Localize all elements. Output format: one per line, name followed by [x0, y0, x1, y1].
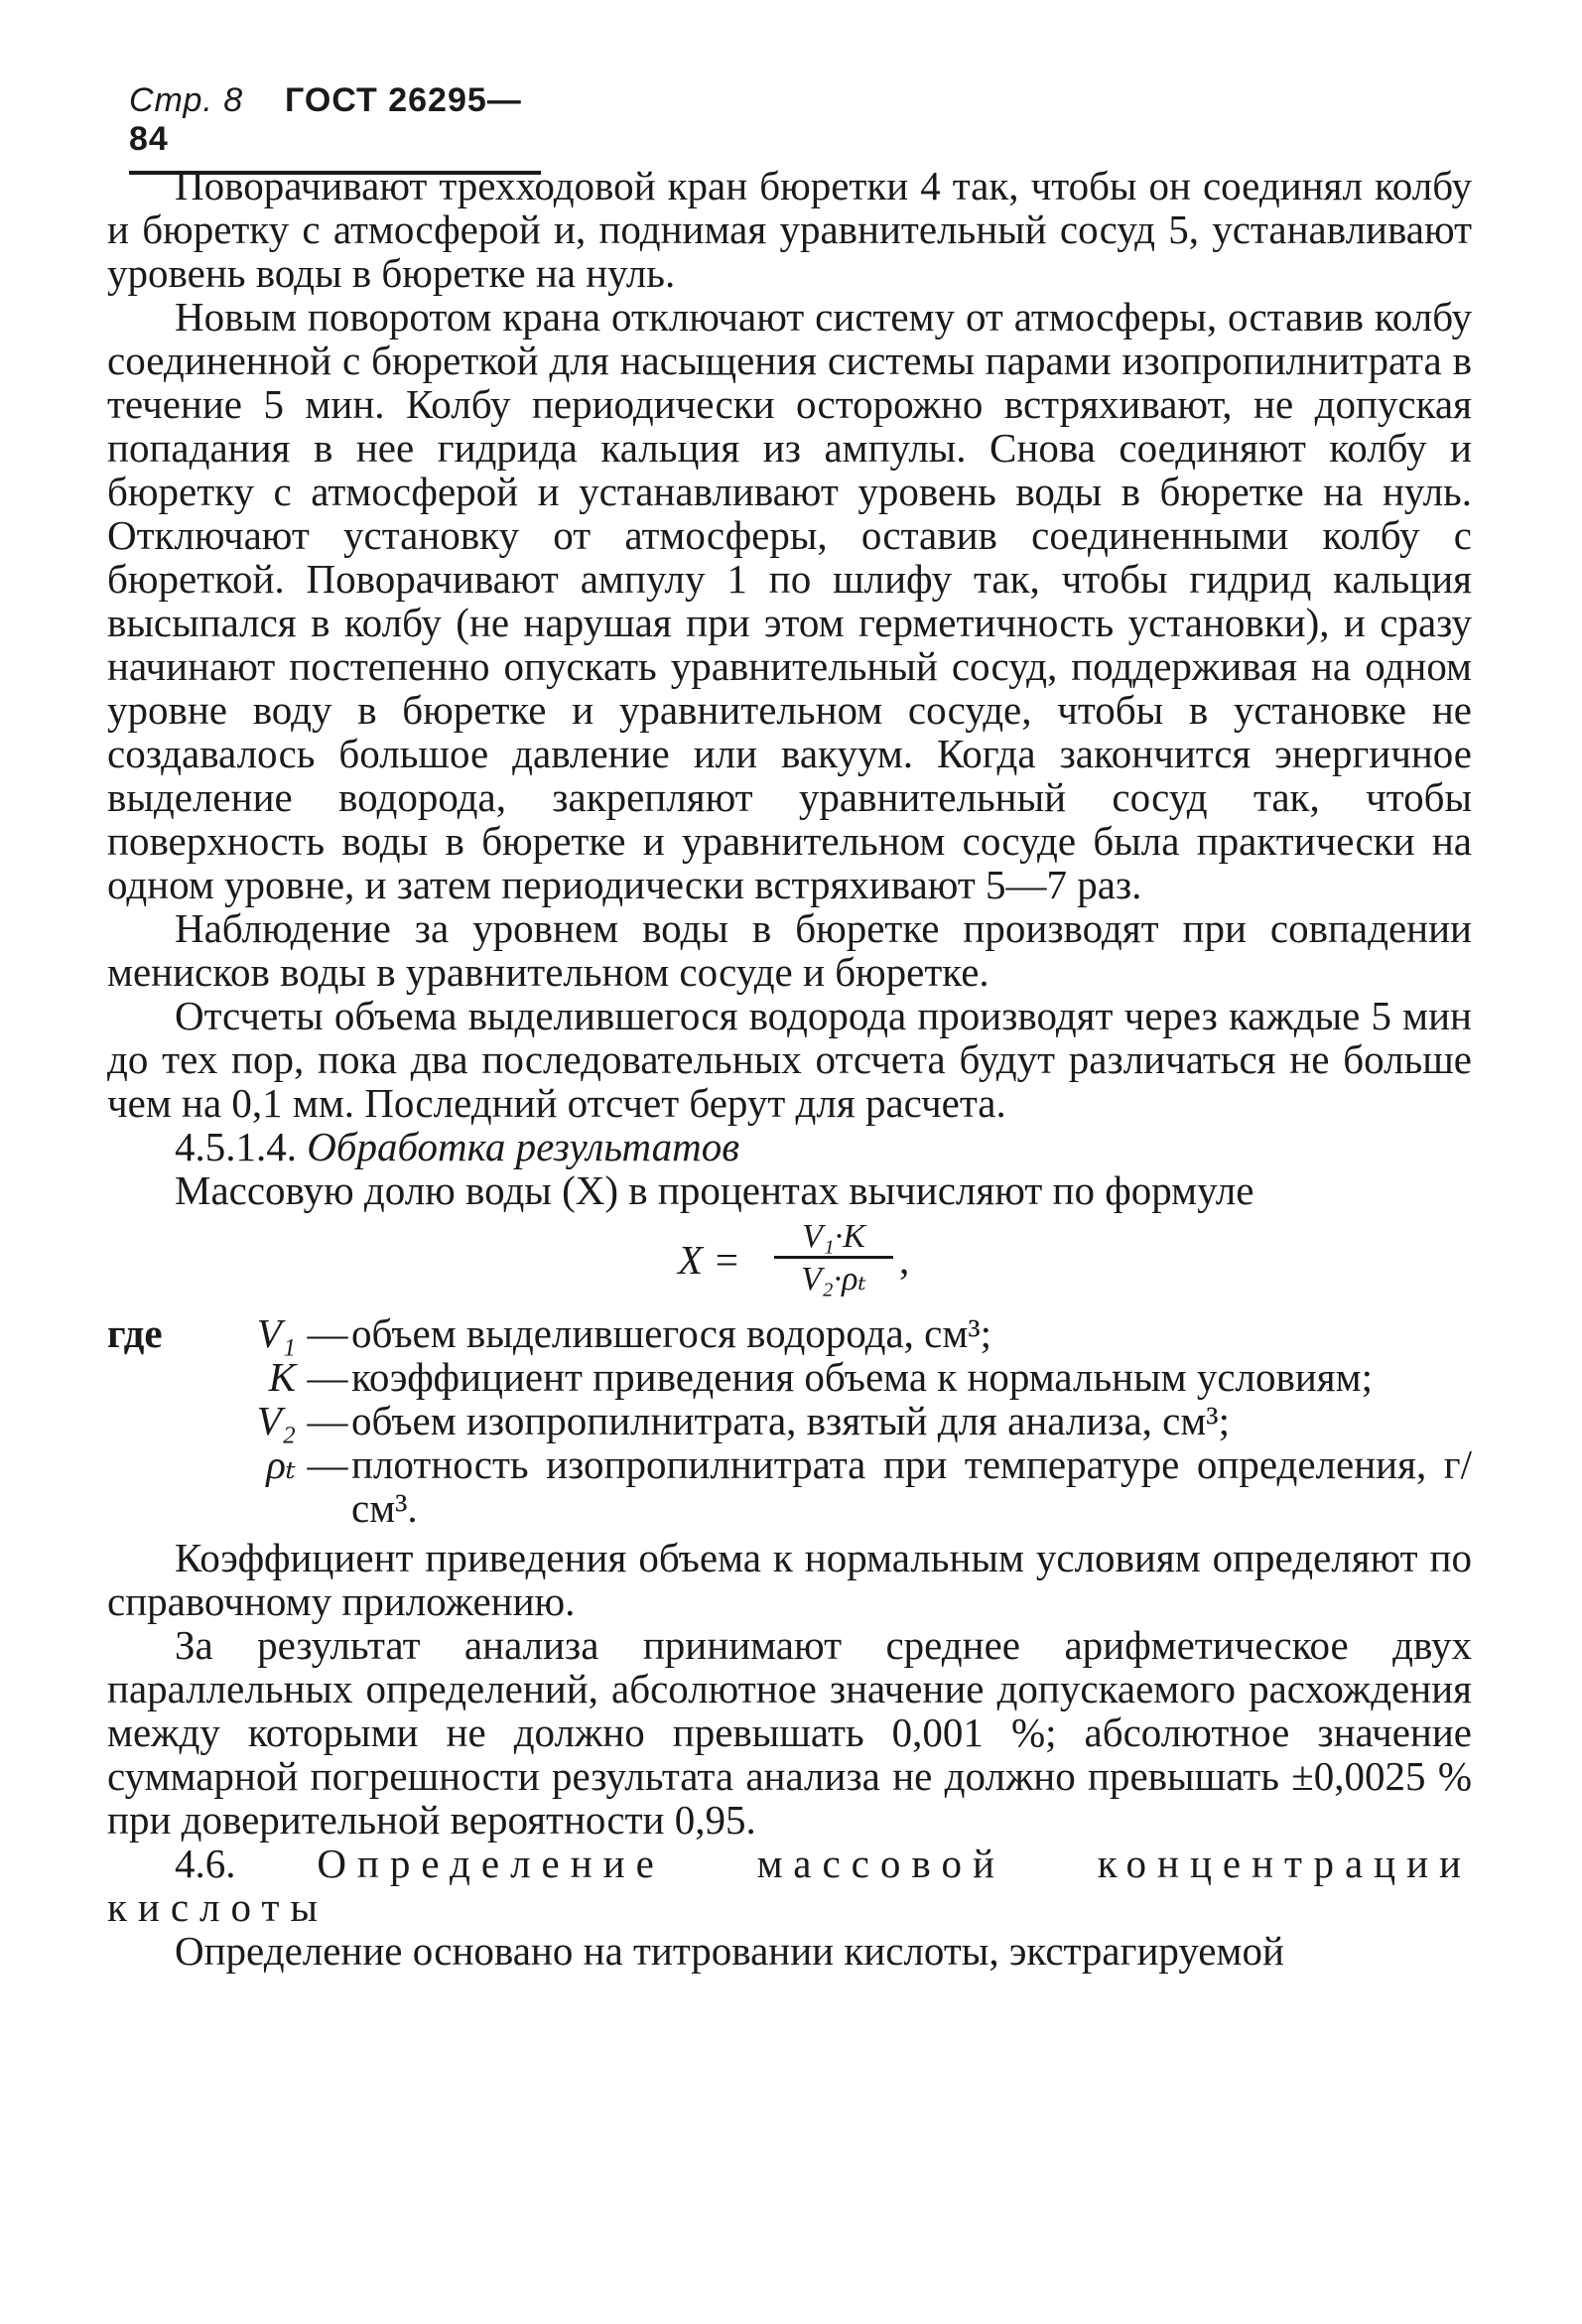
- formula-intro: Массовую долю воды (X) в процентах вычисляют по формуле: [175, 1167, 1254, 1213]
- definition-text: объем изопропилнитрата, взятый для анализа, см³;: [351, 1398, 1230, 1443]
- paragraph: За результат анализа принимают среднее арифметическое двух параллельных определений, абсолютное значение допускаемого расхождения между которыми не должно превышать 0,001 %; абсолютное значение суммарной погрешности результата анализа не должно превышать ±0,0025 % при доверительной вероятности 0,95.: [107, 1622, 1472, 1843]
- formula-lhs: X =: [678, 1237, 740, 1283]
- definition-text: объем выделившегося водорода, см³;: [351, 1310, 992, 1356]
- section-heading: [107, 1842, 1472, 1929]
- page-header: [129, 81, 541, 175]
- paragraph: Поворачивают трехходовой кран бюретки 4 так, чтобы он соединял колбу и бюретку с атмосферой и, поднимая уравнительный сосуд 5, устанавливают уровень воды в бюретке на нуль.: [107, 163, 1472, 296]
- definition-symbol: ρₜ: [266, 1441, 296, 1487]
- paragraph: Определение основано на титровании кислоты, экстрагируемой: [175, 1928, 1284, 1974]
- definition-text: коэффициент приведения объема к нормальным условиям;: [351, 1354, 1373, 1400]
- formula-comma: ,: [899, 1237, 910, 1283]
- section-title: Определение массовой концентрации кислоты: [107, 1841, 1472, 1930]
- definition-item: V₂ — объем изопропилнитрата, взятый для анализа, см³;: [107, 1399, 1472, 1442]
- formula: [107, 1216, 1472, 1307]
- formula-numerator: V₁·K: [774, 1220, 893, 1259]
- formula-fraction: [774, 1220, 893, 1297]
- paragraph: Отсчеты объема выделившегося водорода производят через каждые 5 мин до тех пор, пока два последовательных отсчета будут различаться не больше чем на 0,1 мм. Последний отсчет берут для расчета.: [107, 993, 1472, 1126]
- definition-item: где V₁ — объем выделившегося водорода, см³;: [107, 1311, 1472, 1355]
- page-label: Стр. 8: [129, 81, 244, 119]
- section-number: 4.6.: [175, 1841, 236, 1886]
- paragraph: Наблюдение за уровнем воды в бюретке производят при совпадении менисков воды в уравнительном сосуде и бюретке.: [107, 905, 1472, 995]
- definition-item: ρₜ — плотность изопропилнитрата при температуре определения, г/см³.: [107, 1442, 1472, 1530]
- definition-item: K — коэффициент приведения объема к нормальным условиям;: [107, 1355, 1472, 1399]
- definitions-lead: где: [107, 1310, 163, 1356]
- body-text: [107, 164, 1472, 1973]
- definition-text: плотность изопропилнитрата при температуре определения, г/см³.: [351, 1441, 1472, 1531]
- standard-number: ГОСТ 26295—84: [129, 81, 522, 158]
- definition-symbol: K: [268, 1354, 296, 1400]
- definition-symbol: V₁: [256, 1310, 296, 1356]
- formula-denominator: V₂·ρₜ: [801, 1261, 866, 1298]
- definition-symbol: V₂: [256, 1398, 296, 1443]
- paragraph: Новым поворотом крана отключают систему от атмосферы, оставив колбу соединенной с бюреткой для насыщения системы парами изопропилнитрата в течение 5 мин. Колбу периодически осторожно встряхивают, не допуская попадания в нее гидрида кальция из ампулы. Снова соединяют колбу и бюретку с атмосферой и устанавливают уровень воды в бюретке на нуль. Отключают установку от атмосферы, оставив соединенными колбу с бюреткой. Поворачивают ампулу 1 по шлифу так, чтобы гидрид кальция высыпался в колбу (не нарушая при этом герметичность установки), и сразу начинают постепенно опускать уравнительный сосуд, поддерживая на одном уровне воду в бюретке и уравнительном сосуде, чтобы в установке не создавалось большое давление или вакуум. Когда закончится энергичное выделение водорода, закрепляют уравнительный сосуд так, чтобы поверхность воды в бюретке и уравнительном сосуде была практически на одном уровне, и затем периодически встряхивают 5—7 раз.: [107, 294, 1472, 907]
- definitions-list: [107, 1311, 1472, 1530]
- subsection-title: Обработка результатов: [307, 1124, 740, 1169]
- paragraph: Коэффициент приведения объема к нормальным условиям определяют по справочному приложению.: [107, 1535, 1472, 1624]
- subsection-number: 4.5.1.4.: [175, 1124, 297, 1169]
- subsection-heading: [107, 1125, 1472, 1168]
